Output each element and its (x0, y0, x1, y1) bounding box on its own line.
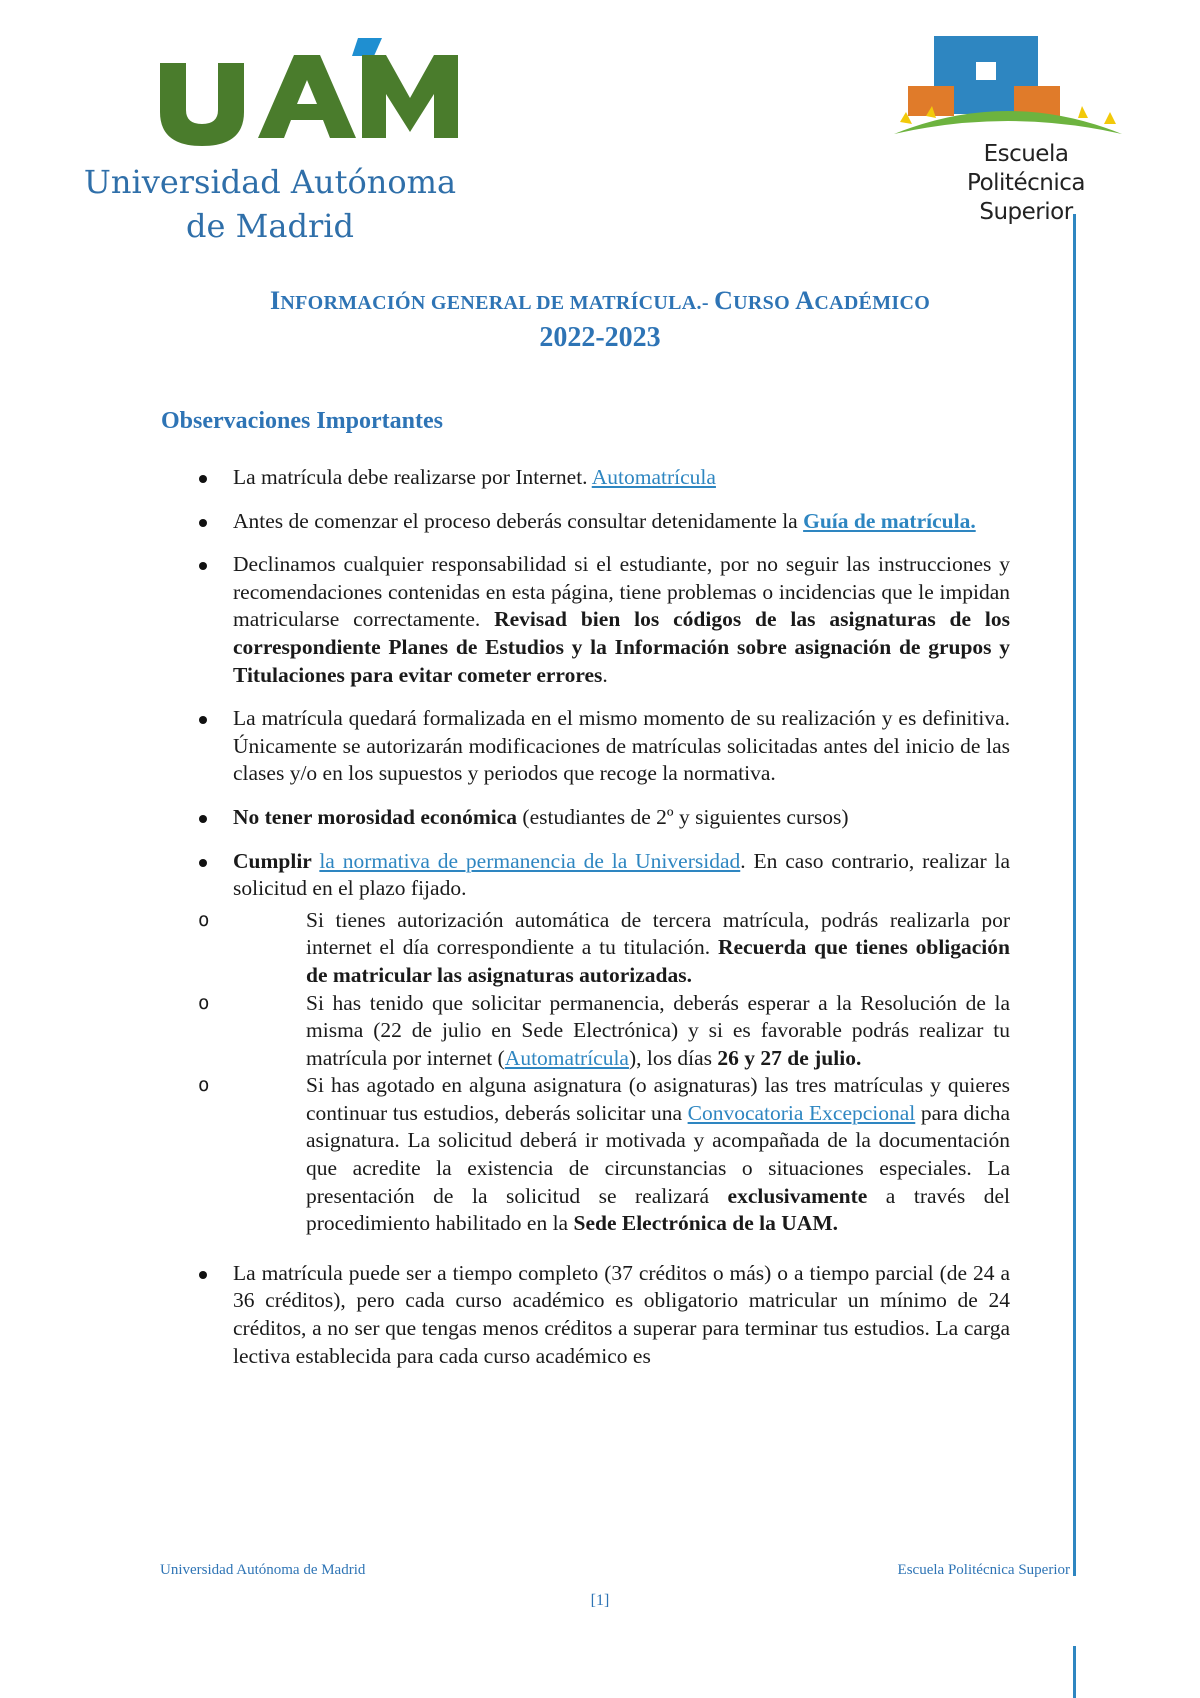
title-cap: I (269, 286, 281, 315)
item-text: Si tienes autorización automática de tercera matrícula, podrás realizarla por internet el día correspondiente a tu titulación. (306, 907, 1010, 960)
section-title: Observaciones Importantes (161, 408, 443, 434)
guia-matricula-link[interactable]: Guía de matrícula. (803, 508, 976, 533)
title-smallcaps: CADÉMICO (814, 292, 931, 314)
item-bold: Cumplir (233, 848, 320, 873)
list-item (160, 848, 1010, 1238)
item-bold: Recuerda que tienes obligación de matricular las asignaturas autorizadas. (306, 935, 1010, 987)
automatricula-link[interactable]: Automatrícula (591, 465, 716, 489)
list-item (160, 551, 1010, 689)
uam-name-line2: de Madrid (186, 207, 354, 245)
item-bold: No tener morosidad económica (233, 804, 518, 829)
footer-university: Universidad Autónoma de Madrid (160, 1562, 366, 1578)
item-text: a través del procedimiento habilitado en la (306, 1183, 1010, 1236)
list-item (160, 508, 1010, 536)
item-text: La matrícula quedará formalizada en el mismo momento de su realización y es definitiva. Únicamente se autorizarán modificaciones de matrículas solicitadas antes del inicio de las clases y/o en los supuestos y periodos que recoge la normativa. (233, 706, 1010, 786)
uam-name-line1: Universidad Autónoma (83, 163, 457, 201)
item-text: Declinamos cualquier responsabilidad si el estudiante, por no seguir las instrucciones y recomendaciones contenidas en esta página, tiene problemas o incidencias que le impidan matricularse correctamente. (233, 552, 1010, 632)
bullet-list (160, 464, 1010, 1370)
uam-logo (70, 36, 470, 246)
eps-name (966, 140, 1086, 227)
list-item (160, 464, 1010, 492)
margin-rule-bottom (1073, 1646, 1076, 1698)
item-text: Antes de comenzar el proceso deberás consultar detenidamente la (233, 508, 804, 533)
item-text: La matrícula debe realizarse por Internet. (233, 465, 592, 489)
item-bold: Sede Electrónica de la UAM. (573, 1211, 839, 1236)
item-text: Si has tenido que solicitar permanencia, deberás esperar a la Resolución de la misma (22 de julio en Sede Electrónica) y si es favorable podrás realizar tu matrícula por internet ( (306, 990, 1010, 1070)
item-text: Si has agotado en alguna asignatura (o asignaturas) las tres matrículas y quieres continuar tus estudios, deberás solicitar una (306, 1073, 1010, 1125)
sub-list-item (160, 1072, 1010, 1238)
item-text: para dicha asignatura. La solicitud deberá ir motivada y acompañada de la documentación que acredite la existencia de circunstancias o situaciones especiales. La presentación de la solicitud se realizará (306, 1100, 1011, 1208)
eps-line1: Escuela (983, 141, 1069, 167)
item-text: La matrícula puede ser a tiempo completo (37 créditos o más) o a tiempo parcial (de 24 a 36 créditos), pero cada curso académico es obligatorio matricular un mínimo de 24 créditos, a no ser que tengas menos créditos a superar para terminar tus estudios. La carga lectiva establecida para cada curso académico es (233, 1260, 1010, 1368)
list-item (160, 1260, 1010, 1370)
item-text: ), los días (628, 1045, 718, 1070)
item-text: . (602, 662, 608, 687)
sub-list-item (160, 907, 1010, 990)
item-bold: Revisad bien los códigos de las asignaturas de los correspondiente Planes de Estudios y la Información sobre asignación de grupos y Titulaciones para evitar cometer errores (233, 607, 1011, 687)
convocatoria-excepcional-link[interactable]: Convocatoria Excepcional (687, 1100, 916, 1125)
eps-logo (888, 36, 1128, 236)
item-bold: 26 y 27 de julio. (717, 1045, 862, 1070)
sub-list-item (160, 990, 1010, 1073)
normativa-permanencia-link[interactable]: la normativa de permanencia de la Universidad (319, 848, 741, 873)
item-text: (estudiantes de 2º y siguientes cursos) (517, 804, 849, 829)
title-smallcaps: NFORMACIÓN GENERAL DE MATRÍCULA.- (280, 292, 715, 314)
document-year: 2022-2023 (539, 322, 661, 353)
eps-line3: Superior (979, 199, 1073, 225)
uam-name (70, 160, 470, 248)
eps-logo-mark (888, 36, 1128, 146)
list-item (160, 804, 1010, 832)
list-item (160, 705, 1010, 788)
item-text: . En caso contrario, realizar la solicitud en el plazo fijado. (233, 848, 1010, 901)
document-body (160, 464, 1010, 1386)
item-bold: exclusivamente (727, 1183, 868, 1208)
uam-logo-mark (160, 36, 460, 146)
automatricula-link[interactable]: Automatrícula (504, 1045, 629, 1070)
sub-list (160, 907, 1010, 1238)
footer-school: Escuela Politécnica Superior (897, 1562, 1070, 1578)
eps-line2: Politécnica (967, 170, 1085, 196)
title-cap: A (795, 286, 815, 315)
margin-rule (1073, 214, 1076, 1576)
title-cap: C (714, 286, 734, 315)
page-number: [1] (590, 1592, 610, 1609)
title-smallcaps: URSO (733, 292, 796, 314)
document-title (0, 286, 1200, 316)
